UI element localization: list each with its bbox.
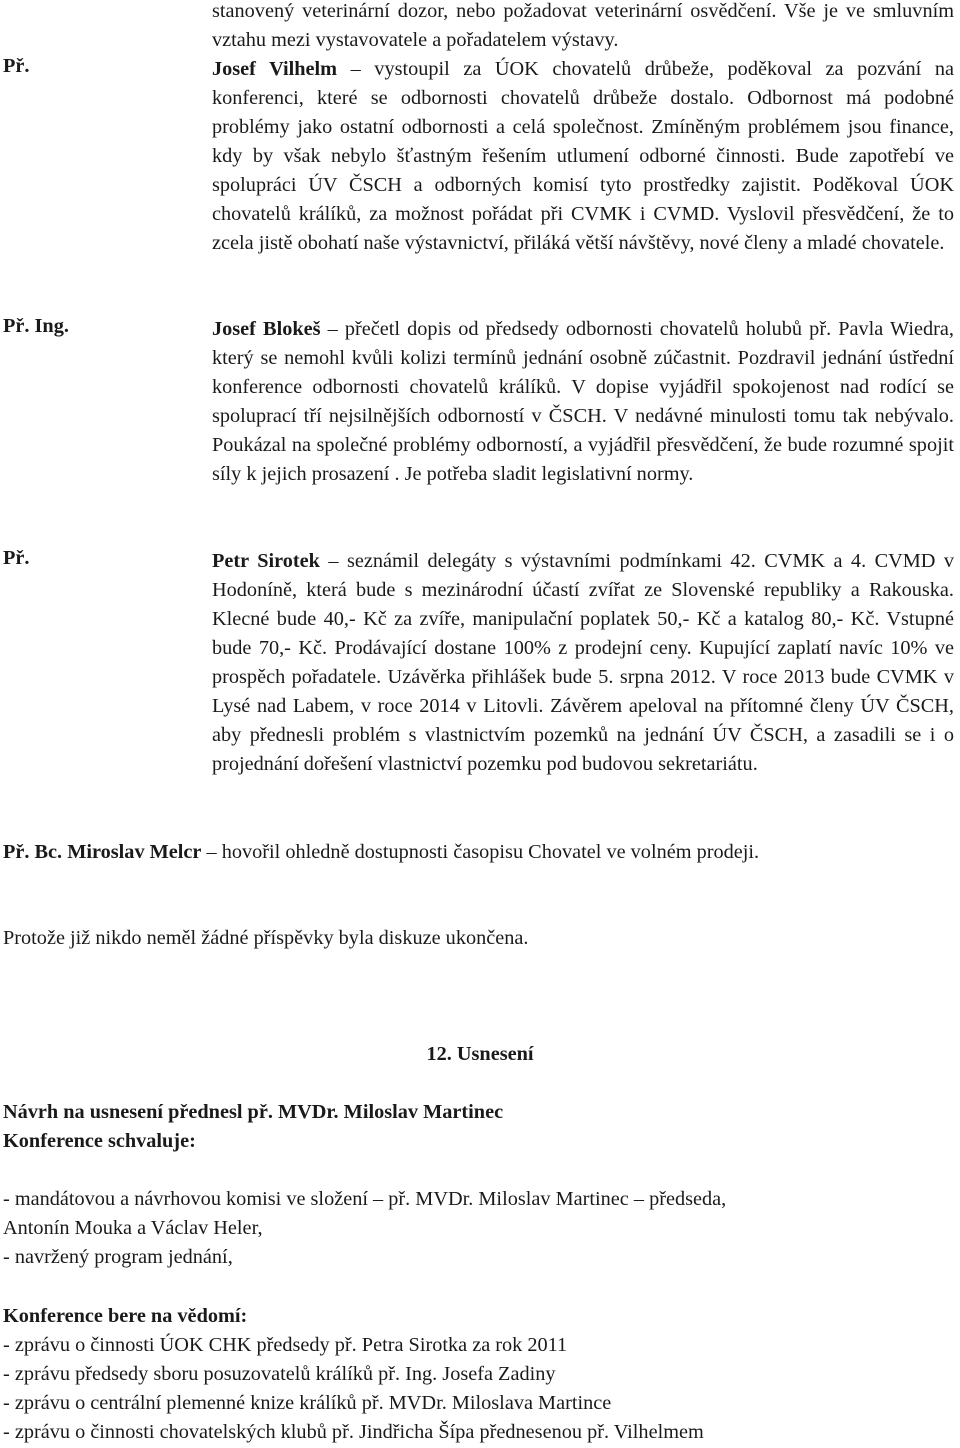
speaker-name: Josef Vilhelm: [212, 58, 338, 80]
speaker-statement: – přečetl dopis od předsedy odbornosti chovatelů holubů př. Pavla Wiedra, který se nemohl kvůli kolizi termínů jednání osobně zúčastnit. Pozdravil jednání ústřední konference odbornosti chovatelů králíků. V dopise vyjádřil spokojenost nad rodící se spoluprací tří nejsilnějších odborností v ČSCH. V nedávné minulosti tomu tak nebývalo. Poukázal na společné problémy odborností, a vyjádřil přesvědčení, že bude rozumné spojit síly k jejich prosazení . Je potřeba sladit legislativní normy.: [212, 318, 954, 485]
notes-heading: Konference bere na vědomí:: [3, 1305, 248, 1327]
approves-item: - navržený program jednání,: [3, 1246, 233, 1268]
approves-item: Antonín Mouka a Václav Heler,: [3, 1217, 263, 1239]
notes-item: - zprávu o činnosti ÚOK CHK předsedy př. Petra Sirotka za rok 2011: [3, 1334, 568, 1356]
notes-item: - zprávu o činnosti chovatelských klubů př. Jindřicha Šípa přednesenou př. Vilhelmem: [3, 1421, 704, 1443]
paragraph-continuation: [0, 0, 958, 55]
speaker-prefix: Př. Bc.: [3, 841, 63, 863]
speaker-entry-blokes: [0, 315, 958, 489]
speaker-text: [212, 547, 954, 779]
approves-heading: Konference schvaluje:: [3, 1130, 196, 1152]
speaker-prefix: Př. Ing.: [3, 315, 69, 337]
speaker-statement: – hovořil ohledně dostupnosti časopisu Chovatel ve volném prodeji.: [201, 841, 760, 863]
speaker-name: Miroslav Melcr: [67, 841, 202, 863]
approves-item: - mandátovou a návrhovou komisi ve složení – př. MVDr. Miloslav Martinec – předseda,: [3, 1188, 727, 1210]
speaker-entry-vilhelm: [0, 55, 958, 258]
speaker-text: [212, 315, 954, 489]
speaker-prefix: Př.: [3, 547, 30, 569]
speaker-text: [212, 55, 954, 258]
speaker-prefix: Př.: [3, 55, 30, 77]
paragraph-text: stanovený veterinární dozor, nebo požadovat veterinární osvědčení. Vše je ve smluvním vztahu mezi vystavovatele a pořadatelem výstavy.: [212, 0, 954, 51]
section-heading: 12. Usnesení: [426, 1043, 534, 1065]
speaker-entry-sirotek: [0, 547, 958, 779]
speaker-entry-melcr: [3, 838, 759, 867]
discussion-closing: Protože již nikdo neměl žádné příspěvky byla diskuze ukončena.: [3, 927, 529, 949]
speaker-name: Petr Sirotek: [212, 550, 320, 572]
speaker-statement: – seznámil delegáty s výstavními podmínkami 42. CVMK a 4. CVMD v Hodoníně, která bude s mezinárodní účastí zvířat ze Slovenské republiky a Rakouska. Klecné bude 40,- Kč za zvíře, manipulační poplatek 50,- Kč a katalog 80,- Kč. Vstupné bude 70,- Kč. Prodávající dostane 100% z prodejní ceny. Kupující zaplatí navíc 10% ve prospěch pořadatele. Uzávěrka přihlášek bude 5. srpna 2012. V roce 2013 bude CVMK v Lysé nad Labem, v roce 2014 v Litovli. Závěrem apeloval na přítomné členy ÚV ČSCH, aby přednesli problém s vlastnictvím pozemků na jednání ÚV ČSCH, a zasadili se i o projednání dořešení vlastnictví pozemku pod budovou sekretariátu.: [212, 550, 954, 775]
speaker-statement: – vystoupil za ÚOK chovatelů drůbeže, poděkoval za pozvání na konferenci, které se odbornosti chovatelů drůbeže dostalo. Odbornost má podobné problémy jako ostatní odbornosti a celá společnost. Zmíněným problémem jsou finance, kdy by však nebylo šťastným řešením utlumení odborné činnosti. Bude zapotřebí ve spolupráci ÚV ČSCH a odborných komisí tyto prostředky zajistit. Poděkoval ÚOK chovatelů králíků, za možnost pořádat při CVMK i CVMD. Vyslovil přesvědčení, že to zcela jistě obohatí naše výstavnictví, přiláká větší návštěvy, nové členy a mladé chovatele.: [212, 58, 954, 254]
speaker-name: Josef Blokeš: [212, 318, 321, 340]
resolution-proposer: Návrh na usnesení přednesl př. MVDr. Miloslav Martinec: [3, 1101, 504, 1123]
notes-item: - zprávu o centrální plemenné knize králíků př. MVDr. Miloslava Martince: [3, 1392, 612, 1414]
notes-item: - zprávu předsedy sboru posuzovatelů králíků př. Ing. Josefa Zadiny: [3, 1363, 556, 1385]
